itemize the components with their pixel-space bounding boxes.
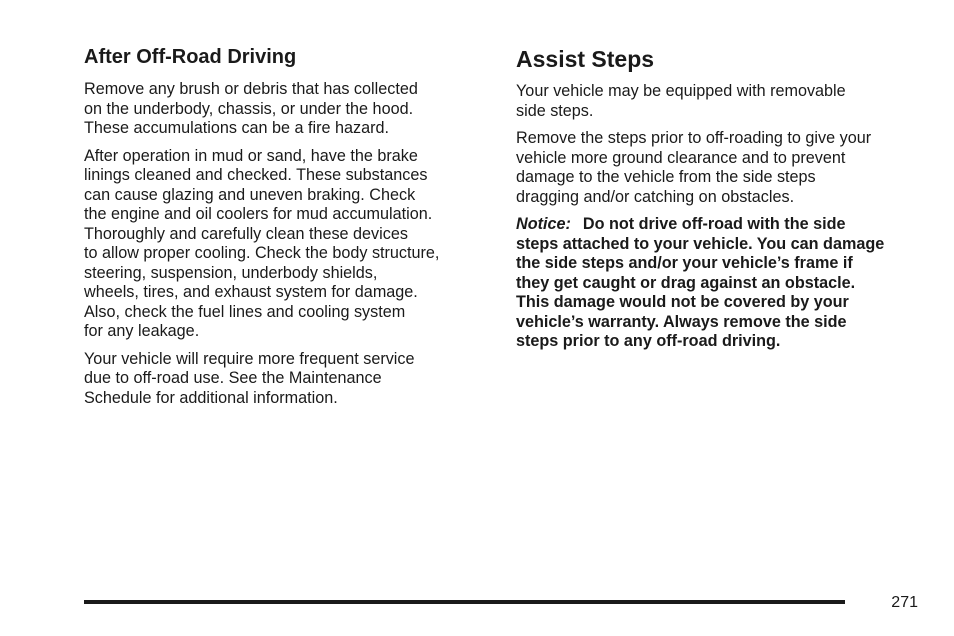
footer-rule	[84, 600, 845, 604]
section-heading-after-off-road-driving: After Off-Road Driving	[84, 46, 297, 68]
notice-text: Do not drive off-road with the side steps attached to your vehicle. You can damage the side steps and/or your vehicle’s frame if they get caught or drag against an obstacle. This damage would not be covered by your vehicle’s warranty. Always remove the side steps prior to any off-road driving.	[516, 215, 885, 350]
paragraph-removable-steps: Your vehicle may be equipped with removable side steps.	[516, 82, 846, 120]
notice-label: Notice:	[516, 215, 571, 233]
right-column	[516, 44, 921, 352]
left-column	[84, 44, 484, 416]
section-heading-assist-steps: Assist Steps	[516, 46, 655, 72]
paragraph-frequent-service: Your vehicle will require more frequent service due to off-road use. See the Maintenance Schedule for additional information.	[84, 349, 415, 407]
paragraph-remove-debris: Remove any brush or debris that has collected on the underbody, chassis, or under the hood. These accumulations can be a fire hazard.	[84, 80, 418, 137]
page-number: 271	[891, 594, 918, 611]
paragraph-mud-sand: After operation in mud or sand, have the brake linings cleaned and checked. These substances can cause glazing and uneven braking. Check the engine and oil coolers for mud accumulation. Thoroughly and carefully clean these devices to allow proper cooling. Check the body structure, steering, suspension, underbody shields, wheels, tires, and exhaust system for damage. Also, check the fuel lines and cooling system for any leakage.	[84, 146, 440, 340]
notice-block	[516, 215, 921, 352]
paragraph-remove-steps: Remove the steps prior to off-roading to give your vehicle more ground clearance and to prevent damage to the vehicle from the side steps dragging and/or catching on obstacles.	[516, 129, 872, 206]
